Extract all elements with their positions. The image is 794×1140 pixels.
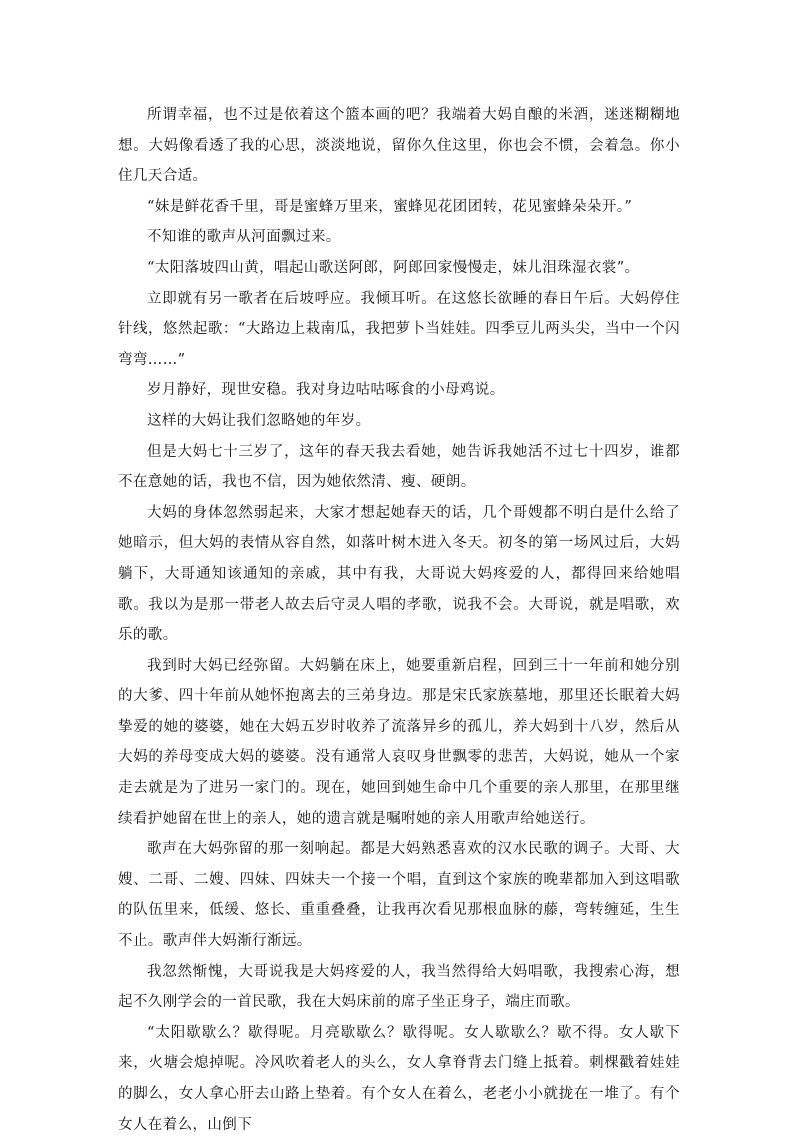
paragraph-3: 不知谁的歌声从河面飘过来。 [147,229,341,246]
paragraph-8: 但是大妈七十三岁了，这年的春天我去看她，她告诉我她活不过七十四岁，谁都不在意她的话，我也不信，因为她依然清、瘦、硬朗。 [118,443,680,491]
paragraph-13: “太阳歇歇么？歇得呢。月亮歇歇么？歇得呢。女人歇歇么？歇不得。女人歇下来，火塘会熄掉呢。冷风吹着老人的头么，女人拿脊背去门缝上抵着。刺棵戳着娃娃的脚么，女人拿心肝去山路上垫着。有个女人在着么，老老小小就拢在一堆了。有个女人在着么，山倒下 [118,1024,680,1133]
paragraph-11: 歌声在大妈弥留的那一刻响起。都是大妈熟悉喜欢的汉水民歌的调子。大哥、大嫂、二哥、二嫂、四妹、四妹夫一个接一个唱，直到这个家族的晚辈都加入到这唱歌的队伍里来，低缓、悠长、重重叠叠，让我再次看见那根血脉的藤，弯转缠延，生生不止。歌声伴大妈渐行渐远。 [118,841,680,950]
paragraph-2: “妹是鲜花香千里，哥是蜜蜂万里来，蜜蜂见花团团转，花见蜜蜂朵朵开。” [147,198,633,215]
paragraph-9: 大妈的身体忽然弱起来，大家才想起她春天的话，几个哥嫂都不明白是什么给了她暗示，但大妈的表情从容自然，如落叶树木进入冬天。初冬的第一场风过后，大妈躺下，大哥通知该通知的亲戚，其中有我，大哥说大妈疼爱的人，都得回来给她唱歌。我以为是那一带老人故去后守灵人唱的孝歌，说我不会。大哥说，就是唱歌，欢乐的歌。 [118,504,680,644]
document-body [118,100,680,1140]
paragraph-12: 我忽然惭愧，大哥说我是大妈疼爱的人，我当然得给大妈唱歌，我搜索心海，想起不久刚学会的一首民歌，我在大妈床前的席子坐正身子，端庄而歌。 [118,963,680,1011]
paragraph-5: 立即就有另一歌者在后坡呼应。我倾耳听。在这悠长欲睡的春日午后。大妈停住针线，悠然起歌：“大路边上栽南瓜，我把萝卜当娃娃。四季豆儿两头尖，当中一个闪弯弯……” [118,290,680,368]
paragraph-10: 我到时大妈已经弥留。大妈躺在床上，她要重新启程，回到三十一年前和她分别的大爹、四十年前从她怀抱离去的三弟身边。那是宋氏家族墓地，那里还长眠着大妈挚爱的她的婆婆，她在大妈五岁时收养了流落异乡的孤儿，养大妈到十八岁，然后从大妈的养母变成大妈的婆婆。没有通常人哀叹身世飘零的悲苦，大妈说，她从一个家走去就是为了进另一家门的。现在，她回到她生命中几个重要的亲人那里，在那里继续看护她留在世上的亲人，她的遗言就是嘱咐她的亲人用歌声给她送行。 [118,657,680,827]
paragraph-4: “太阳落坡四山黄，唱起山歌送阿郎，阿郎回家慢慢走，妹儿泪珠湿衣裳”。 [147,259,640,276]
paragraph-1: 所谓幸福，也不过是依着这个篮本画的吧？我端着大妈自酿的米酒，迷迷糊糊地想。大妈像看透了我的心思，淡淡地说，留你久住这里，你也会不惯，会着急。你小住几天合适。 [118,107,680,185]
paragraph-6: 岁月静好，现世安稳。我对身边咕咕啄食的小母鸡说。 [147,382,505,399]
paragraph-7: 这样的大妈让我们忽略她的年岁。 [147,412,371,429]
